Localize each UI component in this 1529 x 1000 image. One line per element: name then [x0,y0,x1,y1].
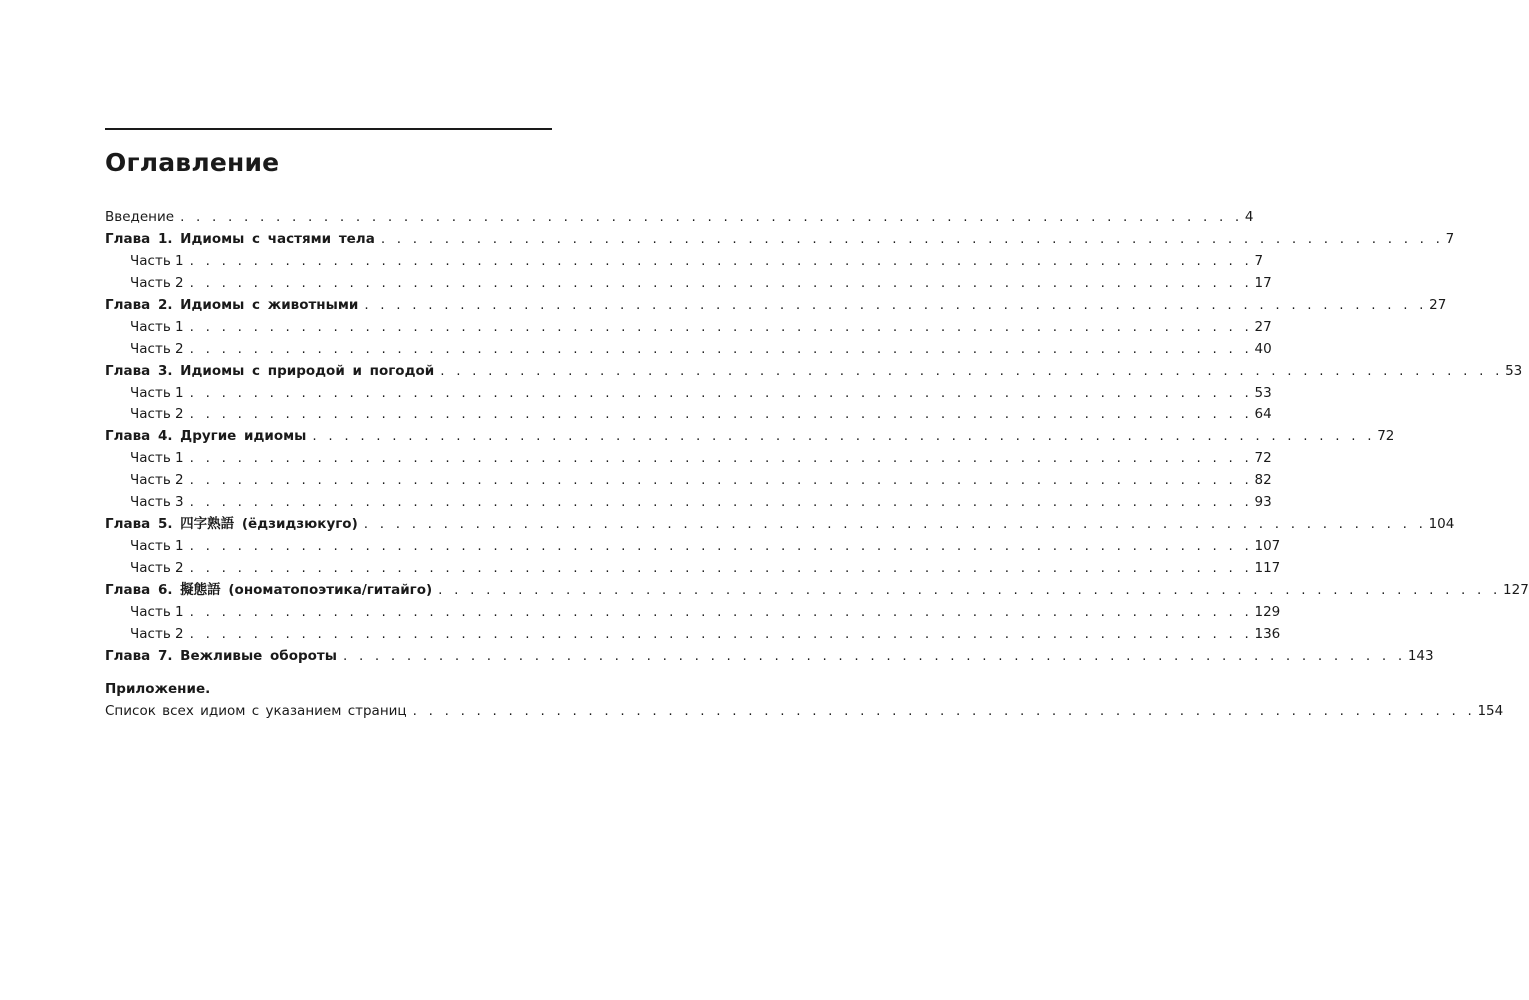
toc-part-entry[interactable] [105,536,1281,558]
toc-entry-label: Глава 3. Идиомы с природой и погодой [105,362,435,379]
dot-leader: . . . . . . . . . . . . . . . . . . . . . . . . . . . . . . . . . . . . . . . . . . . . . . . . . . . . . . . . . . . . . . . . . . . [189,406,1253,423]
toc-entry-label: Глава 5. 四字熟語 (ёдзидзюкуго) [105,516,358,533]
toc-page-number: 53 [1505,362,1523,379]
appendix-heading: Приложение. [105,681,211,697]
dot-leader: . . . . . . . . . . . . . . . . . . . . . . . . . . . . . . . . . . . . . . . . . . . . . . . . . . . . . . . . . . . . . . . . . . . [440,362,1504,379]
toc-page-number: 117 [1254,560,1281,576]
dot-leader: . . . . . . . . . . . . . . . . . . . . . . . . . . . . . . . . . . . . . . . . . . . . . . . . . . . . . . . . . . . . . . . . . . . [189,340,1253,357]
toc-part-entry[interactable] [105,339,1272,361]
toc-part-entry[interactable] [105,492,1272,514]
dot-leader: . . . . . . . . . . . . . . . . . . . . . . . . . . . . . . . . . . . . . . . . . . . . . . . . . . . . . . . . . . . . . . . . . . . [342,647,1406,664]
toc-page-number: 7 [1445,230,1455,247]
toc-part-entry[interactable] [105,383,1272,405]
toc-chapter-entry[interactable] [105,295,1447,317]
toc-entry-label: Глава 1. Идиомы с частями тела [105,230,375,247]
toc-part-entry[interactable] [105,624,1281,646]
toc-page-number: 143 [1407,647,1434,664]
toc-chapter-entry[interactable] [105,580,1529,602]
toc-part-entry[interactable] [105,448,1272,470]
dot-leader: . . . . . . . . . . . . . . . . . . . . . . . . . . . . . . . . . . . . . . . . . . . . . . . . . . . . . . . . . . . . . . . . . . . [312,428,1376,445]
toc-part-entry[interactable] [105,470,1272,492]
toc-page-number: 53 [1254,384,1272,401]
toc-page-number: 27 [1429,296,1447,313]
toc-entry-label: Часть 1 [130,318,184,335]
dot-leader: . . . . . . . . . . . . . . . . . . . . . . . . . . . . . . . . . . . . . . . . . . . . . . . . . . . . . . . . . . . . . . . . . . . [189,274,1253,291]
toc-entry-label: Глава 2. Идиомы с животными [105,296,359,313]
dot-leader: . . . . . . . . . . . . . . . . . . . . . . . . . . . . . . . . . . . . . . . . . . . . . . . . . . . . . . . . . . . . . . . . . . . [189,450,1253,467]
toc-page-number: 129 [1254,603,1281,620]
toc-chapter-entry[interactable] [105,646,1434,668]
toc-page-number: 136 [1254,625,1281,642]
toc-entry-label: Часть 2 [130,274,184,291]
dot-leader: . . . . . . . . . . . . . . . . . . . . . . . . . . . . . . . . . . . . . . . . . . . . . . . . . . . . . . . . . . . . . . . . . . . [412,702,1476,719]
toc-chapter-entry[interactable] [105,426,1395,448]
toc-entry-label: Часть 2 [130,625,184,642]
dot-leader: . . . . . . . . . . . . . . . . . . . . . . . . . . . . . . . . . . . . . . . . . . . . . . . . . . . . . . . . . . . . . . . . . . . [189,538,1253,555]
toc-page-number: 72 [1254,450,1272,467]
dot-leader: . . . . . . . . . . . . . . . . . . . . . . . . . . . . . . . . . . . . . . . . . . . . . . . . . . . . . . . . . . . . . . . . . . . [189,472,1253,489]
dot-leader: . . . . . . . . . . . . . . . . . . . . . . . . . . . . . . . . . . . . . . . . . . . . . . . . . . . . . . . . . . . . . . . . . . . [189,603,1253,620]
toc-page-number: 107 [1254,538,1281,555]
dot-leader: . . . . . . . . . . . . . . . . . . . . . . . . . . . . . . . . . . . . . . . . . . . . . . . . . . . . . . . . . . . . . . . . . . . [189,625,1253,642]
toc-entry-label: Глава 6. 擬態語 (ономатопоэтика/гитайго) [105,581,433,598]
toc-page-number: 154 [1477,702,1504,719]
toc-page-number: 27 [1254,318,1272,335]
toc-entry-label: Список всех идиом с указанием страниц [105,702,407,719]
toc-part-entry[interactable] [105,317,1272,339]
toc-entry-label: Часть 2 [130,340,184,357]
appendix-entry[interactable] [105,701,1504,723]
dot-leader: . . . . . . . . . . . . . . . . . . . . . . . . . . . . . . . . . . . . . . . . . . . . . . . . . . . . . . . . . . . . . . . . . . . [189,560,1253,576]
table-of-contents [105,207,1529,668]
toc-entry-label: Часть 1 [130,603,184,620]
toc-part-entry[interactable] [105,273,1272,295]
title-rule [105,128,552,130]
toc-part-entry[interactable] [105,558,1281,580]
toc-page-number: 93 [1254,494,1272,511]
toc-page-number: 127 [1503,581,1529,598]
dot-leader: . . . . . . . . . . . . . . . . . . . . . . . . . . . . . . . . . . . . . . . . . . . . . . . . . . . . . . . . . . . . . . . . . . . [189,494,1253,511]
dot-leader: . . . . . . . . . . . . . . . . . . . . . . . . . . . . . . . . . . . . . . . . . . . . . . . . . . . . . . . . . . . . . . . . . . . [189,318,1253,335]
dot-leader: . . . . . . . . . . . . . . . . . . . . . . . . . . . . . . . . . . . . . . . . . . . . . . . . . . . . . . . . . . . . . . . . . . . [180,209,1243,225]
dot-leader: . . . . . . . . . . . . . . . . . . . . . . . . . . . . . . . . . . . . . . . . . . . . . . . . . . . . . . . . . . . . . . . . . . . [438,581,1502,598]
toc-page-number: 17 [1254,274,1272,291]
toc-part-entry[interactable] [105,251,1264,273]
toc-entry-label: Глава 7. Вежливые обороты [105,647,337,664]
toc-chapter-entry[interactable] [105,229,1455,251]
toc-entry-label: Часть 2 [130,472,184,489]
dot-leader: . . . . . . . . . . . . . . . . . . . . . . . . . . . . . . . . . . . . . . . . . . . . . . . . . . . . . . . . . . . . . . . . . . . [380,230,1444,247]
dot-leader: . . . . . . . . . . . . . . . . . . . . . . . . . . . . . . . . . . . . . . . . . . . . . . . . . . . . . . . . . . . . . . . . . . . [364,296,1428,313]
toc-entry-label: Часть 2 [130,560,184,576]
toc-page-number: 64 [1254,406,1272,423]
toc-part-entry[interactable] [105,404,1272,426]
toc-entry-label: Часть 1 [130,538,184,555]
toc-entry-label: Часть 2 [130,406,184,423]
toc-chapter-entry[interactable] [105,514,1455,536]
dot-leader: . . . . . . . . . . . . . . . . . . . . . . . . . . . . . . . . . . . . . . . . . . . . . . . . . . . . . . . . . . . . . . . . . . . [189,384,1253,401]
toc-entry-label: Часть 3 [130,494,184,511]
toc-page-number: 82 [1254,472,1272,489]
toc-page-number: 7 [1254,252,1264,269]
toc-entry-label: Часть 1 [130,450,184,467]
toc-page-number: 40 [1254,340,1272,357]
toc-page-number: 104 [1428,516,1455,533]
page-title: Оглавление [105,148,280,177]
toc-entry-label: Введение [105,209,175,225]
toc-part-entry[interactable] [105,602,1281,624]
toc-entry-label: Часть 1 [130,384,184,401]
toc-page-number: 4 [1244,209,1254,225]
toc-entry-label: Часть 1 [130,252,184,269]
dot-leader: . . . . . . . . . . . . . . . . . . . . . . . . . . . . . . . . . . . . . . . . . . . . . . . . . . . . . . . . . . . . . . . . . . . [189,252,1253,269]
toc-page-number: 72 [1377,428,1395,445]
toc-entry[interactable] [105,207,1254,229]
dot-leader: . . . . . . . . . . . . . . . . . . . . . . . . . . . . . . . . . . . . . . . . . . . . . . . . . . . . . . . . . . . . . . . . . . . [363,516,1427,533]
toc-chapter-entry[interactable] [105,361,1523,383]
toc-entry-label: Глава 4. Другие идиомы [105,428,307,445]
appendix-section [105,679,1504,723]
